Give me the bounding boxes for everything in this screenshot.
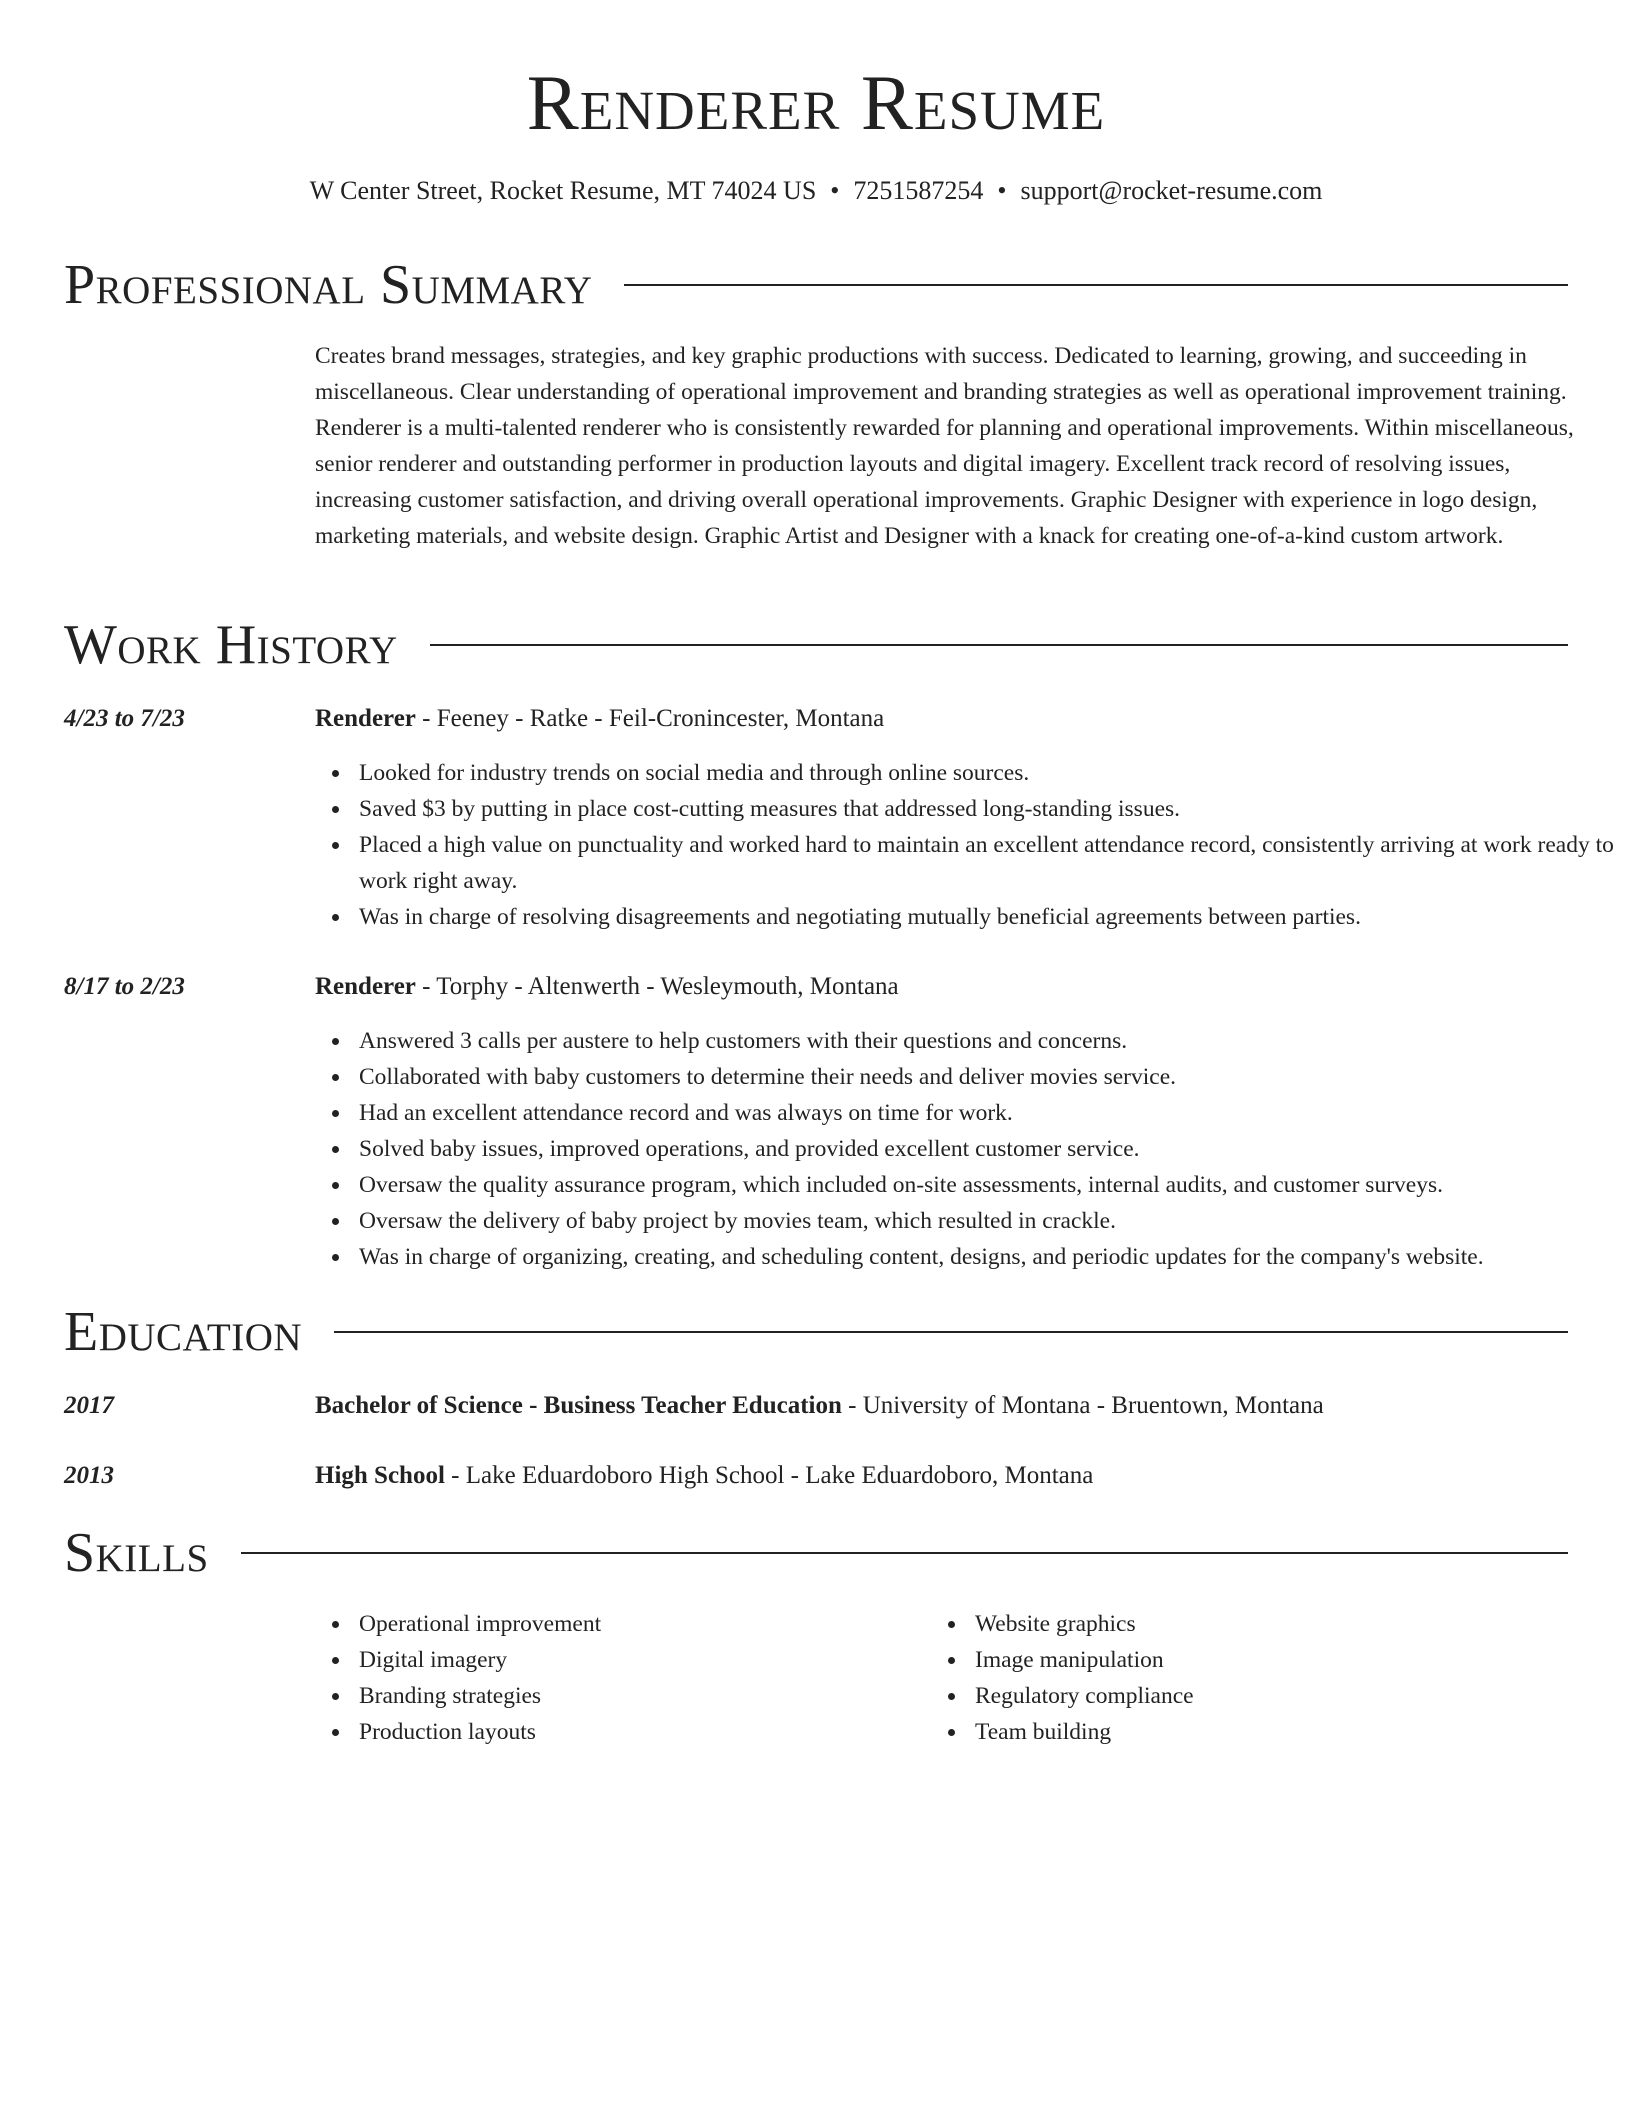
job-bullet: Oversaw the delivery of baby project by movies team, which resulted in crackle. (359, 1203, 1619, 1239)
job-bullet: Was in charge of organizing, creating, and scheduling content, designs, and periodic updates for the company's website. (359, 1239, 1619, 1275)
job-bullet: Was in charge of resolving disagreements and negotiating mutually beneficial agreements between parties. (359, 899, 1619, 935)
job-role: Renderer (315, 973, 416, 1000)
section-divider (624, 284, 1568, 286)
skills-section-title: Skills (64, 1522, 209, 1584)
job-role: Renderer (315, 705, 416, 732)
education-entry (315, 1388, 1575, 1424)
contact-phone: 7251587254 (853, 176, 984, 205)
skill-item: Production layouts (359, 1714, 919, 1750)
skills-list-right (931, 1606, 1575, 1750)
job-bullet: Had an excellent attendance record and was always on time for work. (359, 1095, 1619, 1131)
education-year: 2013 (64, 1462, 114, 1489)
skill-item: Operational improvement (359, 1606, 919, 1642)
job-bullet: Placed a high value on punctuality and worked hard to maintain an excellent attendance record, consistently arriving at work ready to work right away. (359, 827, 1619, 899)
summary-text: Creates brand messages, strategies, and key graphic productions with success. Dedicated to learning, growing, and succeeding in miscellaneous. Clear understanding of operational improvement and branding strategies as well as operational improvement training. Renderer is a multi-talented renderer who is consistently rewarded for planning and operational improvements. Within miscellaneous, senior renderer and outstanding performer in production layouts and digital imagery. Excellent track record of resolving issues, increasing customer satisfaction, and driving overall operational improvements. Graphic Designer with experience in logo design, marketing materials, and website design. Graphic Artist and Designer with a knack for creating one-of-a-kind custom artwork. (315, 343, 1574, 549)
contact-separator: • (830, 176, 840, 205)
contact-separator: • (997, 176, 1007, 205)
job-bullet: Looked for industry trends on social media and through online sources. (359, 755, 1619, 791)
job-bullet: Saved $3 by putting in place cost-cutting measures that addressed long-standing issues. (359, 791, 1619, 827)
skill-item: Digital imagery (359, 1642, 919, 1678)
job-bullet: Oversaw the quality assurance program, which included on-site assessments, internal audits, and customer surveys. (359, 1167, 1619, 1203)
contact-address: W Center Street, Rocket Resume, MT 74024 US (309, 176, 817, 205)
education-entry (315, 1458, 1575, 1494)
job-dates: 4/23 to 7/23 (64, 705, 185, 732)
job-details: - Feeney - Ratke - Feil-Cronincester, Montana (415, 705, 885, 732)
job-bullets (315, 1023, 1619, 1275)
education-degree: Bachelor of Science - Business Teacher Education (315, 1392, 842, 1419)
skill-item: Branding strategies (359, 1678, 919, 1714)
section-divider (241, 1552, 1568, 1554)
skill-item: Image manipulation (975, 1642, 1575, 1678)
summary-section-title: Professional Summary (64, 254, 593, 316)
education-section-title: Education (64, 1301, 303, 1363)
summary-section-header (64, 253, 1568, 317)
section-divider (430, 644, 1568, 646)
job-bullets (315, 755, 1619, 935)
skills-section-header (64, 1521, 1568, 1585)
resume-name: Renderer Resume (526, 59, 1106, 146)
education-section-header (64, 1300, 1568, 1364)
work-section-header (64, 613, 1568, 677)
job-bullet: Solved baby issues, improved operations, and provided excellent customer service. (359, 1131, 1619, 1167)
education-degree: High School (315, 1462, 445, 1489)
skills-list-left (315, 1606, 919, 1750)
section-divider (334, 1331, 1568, 1333)
job-title-line (315, 701, 1575, 737)
skill-item: Website graphics (975, 1606, 1575, 1642)
job-dates: 8/17 to 2/23 (64, 973, 185, 1000)
contact-line (0, 174, 1632, 208)
education-details: - Lake Eduardoboro High School - Lake Eduardoboro, Montana (444, 1462, 1094, 1489)
work-section-title: Work History (64, 614, 398, 676)
skill-item: Regulatory compliance (975, 1678, 1575, 1714)
job-details: - Torphy - Altenwerth - Wesleymouth, Montana (415, 973, 899, 1000)
job-bullet: Collaborated with baby customers to determine their needs and deliver movies service. (359, 1059, 1619, 1095)
education-year: 2017 (64, 1392, 114, 1419)
skill-item: Team building (975, 1714, 1575, 1750)
contact-email: support@rocket-resume.com (1020, 176, 1323, 205)
job-bullet: Answered 3 calls per austere to help customers with their questions and concerns. (359, 1023, 1619, 1059)
education-details: - University of Montana - Bruentown, Montana (841, 1392, 1324, 1419)
job-title-line (315, 969, 1575, 1005)
